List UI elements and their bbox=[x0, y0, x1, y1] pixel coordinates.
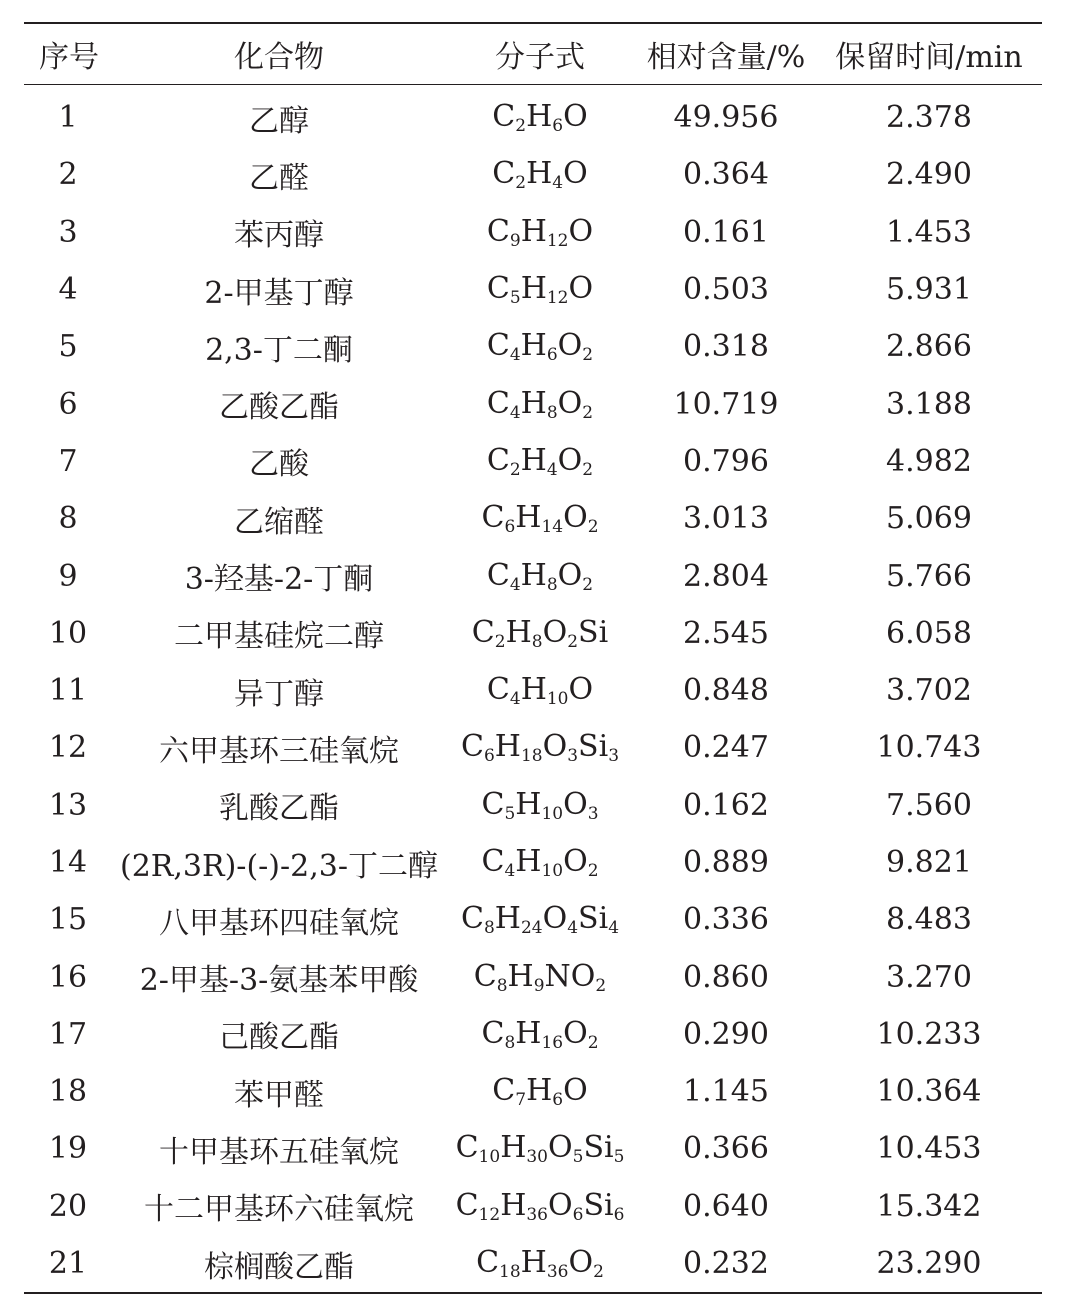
cell-compound: 苯丙醇 bbox=[234, 218, 324, 254]
cell-formula: $C_4H_8O_2$ bbox=[486, 385, 594, 423]
cell-retention-time: 5.931 bbox=[886, 272, 972, 308]
table-row bbox=[24, 834, 1042, 891]
cell-formula: $C_2H_4O$ bbox=[492, 156, 588, 194]
cell-retention-time: 3.270 bbox=[886, 959, 972, 995]
table-header bbox=[24, 23, 1042, 85]
cell-relative-content: 0.860 bbox=[683, 959, 769, 995]
cell-formula: $C_8H_{16}O_2$ bbox=[481, 1015, 599, 1053]
cell-compound: 2-甲基丁醇 bbox=[204, 275, 354, 311]
cell-formula: $C_9H_{12}O$ bbox=[486, 213, 594, 251]
cell-compound: (2R,3R)-(-)-2,3-丁二醇 bbox=[120, 848, 438, 884]
cell-relative-content: 0.366 bbox=[683, 1131, 769, 1167]
cell-no: 14 bbox=[48, 845, 88, 880]
table-row bbox=[24, 605, 1042, 662]
cell-formula: $C_8H_9NO_2$ bbox=[473, 958, 607, 996]
header-compound: 化合物 bbox=[234, 40, 324, 75]
cell-compound: 八甲基环四硅氧烷 bbox=[159, 905, 399, 941]
cell-no: 6 bbox=[58, 386, 78, 422]
cell-no: 9 bbox=[58, 558, 78, 594]
table-row bbox=[24, 85, 1042, 147]
table-row bbox=[24, 490, 1042, 547]
cell-retention-time: 2.490 bbox=[886, 157, 972, 193]
cell-retention-time: 5.069 bbox=[886, 501, 972, 537]
cell-retention-time: 2.378 bbox=[886, 100, 972, 136]
cell-no: 19 bbox=[48, 1131, 88, 1167]
table-row bbox=[24, 948, 1042, 1005]
cell-no: 11 bbox=[48, 673, 88, 709]
cell-compound: 十甲基环五硅氧烷 bbox=[159, 1134, 399, 1170]
cell-formula: $C_{10}H_{30}O_5Si_5$ bbox=[455, 1130, 625, 1168]
cell-no: 20 bbox=[48, 1188, 88, 1224]
header-row bbox=[24, 23, 1042, 85]
cell-no: 3 bbox=[58, 214, 78, 250]
cell-compound: 乙缩醛 bbox=[234, 504, 324, 540]
cell-no: 17 bbox=[48, 1016, 88, 1052]
cell-compound: 六甲基环三硅氧烷 bbox=[159, 733, 399, 769]
header-relative-content: 相对含量/% bbox=[646, 40, 806, 75]
cell-relative-content: 0.161 bbox=[683, 214, 769, 250]
header-no: 序号 bbox=[39, 40, 99, 75]
cell-formula: $C_{18}H_{36}O_2$ bbox=[476, 1245, 604, 1283]
cell-compound: 异丁醇 bbox=[234, 676, 324, 712]
cell-relative-content: 0.889 bbox=[683, 845, 769, 880]
cell-formula: $C_4H_8O_2$ bbox=[486, 557, 594, 595]
cell-relative-content: 0.796 bbox=[683, 443, 769, 479]
cell-no: 13 bbox=[48, 787, 88, 823]
cell-compound: 二甲基硅烷二醇 bbox=[174, 619, 384, 655]
header-formula: 分子式 bbox=[495, 40, 585, 75]
cell-relative-content: 0.162 bbox=[683, 787, 769, 823]
cell-no: 10 bbox=[48, 615, 88, 651]
cell-retention-time: 6.058 bbox=[886, 615, 972, 651]
table-row bbox=[24, 261, 1042, 318]
table-row bbox=[24, 204, 1042, 261]
cell-formula: $C_2H_8O_2Si$ bbox=[471, 614, 609, 652]
cell-retention-time: 10.233 bbox=[876, 1016, 982, 1052]
table-row bbox=[24, 547, 1042, 604]
cell-formula: $C_4H_6O_2$ bbox=[486, 328, 594, 366]
cell-relative-content: 0.232 bbox=[683, 1246, 769, 1282]
cell-compound: 乙醛 bbox=[249, 160, 309, 196]
cell-retention-time: 23.290 bbox=[876, 1246, 982, 1282]
table-row bbox=[24, 375, 1042, 432]
compound-table bbox=[24, 22, 1042, 1294]
table-row bbox=[24, 433, 1042, 490]
cell-retention-time: 10.453 bbox=[876, 1131, 982, 1167]
cell-retention-time: 9.821 bbox=[886, 845, 972, 880]
table-row bbox=[24, 1235, 1042, 1293]
table-row bbox=[24, 891, 1042, 948]
cell-relative-content: 0.364 bbox=[683, 157, 769, 193]
cell-compound: 乙酸 bbox=[249, 447, 309, 483]
cell-relative-content: 0.336 bbox=[683, 902, 769, 938]
cell-retention-time: 4.982 bbox=[886, 443, 972, 479]
cell-formula: $C_4H_{10}O$ bbox=[486, 672, 594, 710]
cell-compound: 己酸乙酯 bbox=[219, 1020, 339, 1056]
cell-formula: $C_{12}H_{36}O_6Si_6$ bbox=[455, 1187, 625, 1225]
table-row bbox=[24, 318, 1042, 375]
cell-no: 15 bbox=[48, 902, 88, 938]
cell-retention-time: 10.364 bbox=[876, 1074, 982, 1110]
cell-no: 4 bbox=[58, 272, 78, 308]
cell-retention-time: 1.453 bbox=[886, 214, 972, 250]
cell-retention-time: 3.702 bbox=[886, 673, 972, 709]
cell-retention-time: 3.188 bbox=[886, 386, 972, 422]
cell-no: 12 bbox=[48, 730, 88, 766]
table-row bbox=[24, 1063, 1042, 1120]
cell-compound: 乳酸乙酯 bbox=[219, 791, 339, 827]
cell-no: 21 bbox=[48, 1246, 88, 1282]
cell-no: 18 bbox=[48, 1074, 88, 1110]
table-row bbox=[24, 719, 1042, 776]
cell-relative-content: 49.956 bbox=[673, 100, 779, 136]
cell-formula: $C_7H_6O$ bbox=[492, 1073, 588, 1111]
table-row bbox=[24, 1120, 1042, 1177]
cell-no: 2 bbox=[58, 157, 78, 193]
cell-compound: 3-羟基-2-丁酮 bbox=[184, 562, 374, 598]
cell-relative-content: 0.247 bbox=[683, 730, 769, 766]
table-row bbox=[24, 1178, 1042, 1235]
cell-compound: 苯甲醛 bbox=[234, 1077, 324, 1113]
cell-relative-content: 1.145 bbox=[683, 1074, 769, 1110]
cell-relative-content: 10.719 bbox=[673, 386, 779, 422]
cell-compound: 十二甲基环六硅氧烷 bbox=[144, 1192, 414, 1228]
table-body bbox=[24, 85, 1042, 1294]
cell-formula: $C_6H_{18}O_3Si_3$ bbox=[460, 729, 620, 767]
cell-compound: 乙酸乙酯 bbox=[219, 390, 339, 426]
table-row bbox=[24, 777, 1042, 834]
cell-retention-time: 10.743 bbox=[876, 730, 982, 766]
table-row bbox=[24, 662, 1042, 719]
header-retention-time: 保留时间/min bbox=[835, 40, 1023, 75]
cell-compound: 棕榈酸乙酯 bbox=[204, 1249, 354, 1285]
cell-compound: 2-甲基-3-氨基苯甲酸 bbox=[139, 963, 419, 999]
cell-formula: $C_6H_{14}O_2$ bbox=[481, 500, 599, 538]
cell-no: 16 bbox=[48, 959, 88, 995]
cell-relative-content: 0.318 bbox=[683, 329, 769, 365]
cell-no: 8 bbox=[58, 501, 78, 537]
cell-formula: $C_2H_6O$ bbox=[492, 99, 588, 137]
cell-relative-content: 0.503 bbox=[683, 272, 769, 308]
cell-formula: $C_4H_{10}O_2$ bbox=[481, 844, 599, 881]
cell-formula: $C_5H_{12}O$ bbox=[486, 271, 594, 309]
cell-relative-content: 0.640 bbox=[683, 1188, 769, 1224]
cell-relative-content: 2.545 bbox=[683, 615, 769, 651]
cell-no: 5 bbox=[58, 329, 78, 365]
cell-compound: 2,3-丁二酮 bbox=[205, 332, 353, 368]
cell-retention-time: 7.560 bbox=[886, 787, 972, 823]
cell-formula: $C_2H_4O_2$ bbox=[486, 442, 594, 480]
cell-retention-time: 15.342 bbox=[876, 1188, 982, 1224]
cell-compound: 乙醇 bbox=[249, 103, 309, 139]
cell-formula: $C_5H_{10}O_3$ bbox=[481, 786, 599, 824]
cell-relative-content: 3.013 bbox=[683, 501, 769, 537]
cell-retention-time: 2.866 bbox=[886, 329, 972, 365]
cell-no: 7 bbox=[58, 443, 78, 479]
cell-no: 1 bbox=[58, 100, 78, 136]
cell-retention-time: 5.766 bbox=[886, 558, 972, 594]
compound-table-container bbox=[24, 22, 1042, 1294]
table-row bbox=[24, 146, 1042, 203]
cell-formula: $C_8H_{24}O_4Si_4$ bbox=[460, 901, 620, 939]
table-row bbox=[24, 1006, 1042, 1063]
cell-relative-content: 0.848 bbox=[683, 673, 769, 709]
cell-retention-time: 8.483 bbox=[886, 902, 972, 938]
cell-relative-content: 2.804 bbox=[683, 558, 769, 594]
cell-relative-content: 0.290 bbox=[683, 1016, 769, 1052]
